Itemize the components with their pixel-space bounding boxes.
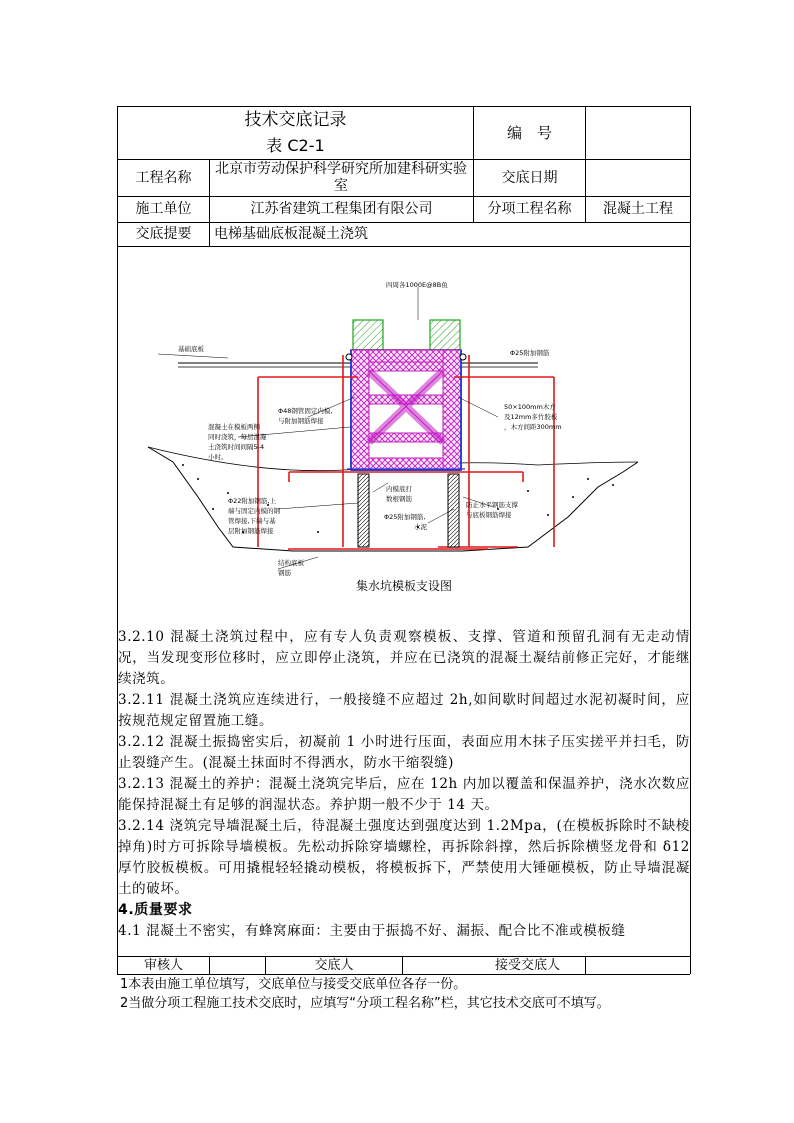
summary-value: 电梯基础底板混凝土浇筑 — [214, 226, 368, 242]
diagram-label: Φ22附加钢筋,上 — [228, 497, 276, 505]
footnote-1: 1本表由施工单位填写，交底单位与接受交底单位各存一份。 — [120, 977, 467, 992]
sump-formwork-diagram — [118, 247, 690, 627]
diagram-label: ，木方间距300mm — [504, 423, 562, 431]
contractor-value: 江苏省建筑工程集团有限公司 — [250, 201, 433, 217]
diagram-label: 层附加钢筋焊接 — [228, 527, 274, 535]
diagram-label: 防止水平钢筋支撑 — [466, 501, 518, 509]
receiver-label: 接受交底人 — [494, 958, 560, 973]
clause-3-2-13: 3.2.13 混凝土的养护：混凝土浇筑完毕后，应在 12h 内加以覆盖和保温养护，浇水次数应能保持混凝土有足够的润湿状态。养护期一般不少于 14 天。 — [118, 776, 690, 813]
diagram-label: Φ25附加钢筋, — [384, 513, 426, 521]
subitem-label: 分项工程名称 — [487, 201, 572, 217]
support-pile — [448, 474, 459, 547]
diagram-label: 及12mm多竹胶板 — [504, 413, 558, 421]
footnote-2: 2当做分项工程施工技术交底时，应填写“分项工程名称”栏，其它技术交底可不填写。 — [120, 996, 610, 1011]
diagram-label: Φ25附加钢筋 — [510, 349, 550, 357]
diagram-label: 小时。 — [208, 453, 228, 461]
table-border-right — [690, 106, 691, 974]
diagram-label: 水泥 — [414, 523, 427, 531]
diagram-label: Φ48钢管固定内模, — [278, 407, 333, 415]
diagram-label: 数根钢筋 — [386, 495, 412, 503]
diagram-label: 端与固定内模的钢 — [228, 507, 280, 515]
diagram-label: 四周各1000E@8B鱼 — [386, 281, 448, 289]
form-code: 表 C2-1 — [266, 136, 325, 155]
clause-3-2-10: 3.2.10 混凝土浇筑过程中，应有专人负责观察模板、支撑、管道和预留孔洞有无走动情况，当发现变形位移时，应立即停止浇筑，并应在已浇筑的混凝土凝结前修正完好，才能继续浇筑。 — [118, 629, 690, 687]
form-title: 技术交底记录 — [244, 110, 347, 130]
number-label: 编 号 — [506, 123, 552, 142]
date-label: 交底日期 — [501, 169, 558, 186]
weight-block — [353, 320, 383, 350]
footnotes — [120, 975, 610, 1013]
discloser-value[interactable] — [403, 957, 465, 974]
project-name-label: 工程名称 — [135, 169, 192, 186]
diagram-label: 结构底板 — [278, 559, 304, 567]
diagram-label: 土浇筑时间间隔5-4 — [208, 443, 265, 451]
diagram-label: 管焊接,下端与基 — [228, 517, 276, 525]
clause-3-2-11: 3.2.11 混凝土浇筑应连续进行，一般接缝不应超过 2h,如间歇时间超过水泥初凝时间，应按规范规定留置施工缝。 — [118, 692, 690, 729]
number-value[interactable] — [586, 107, 690, 159]
diagram-caption: 集水坑模板支设图 — [355, 579, 453, 593]
support-pile — [358, 474, 369, 547]
weight-block — [430, 320, 460, 350]
diagram-label: 与附加钢筋焊接 — [278, 417, 324, 425]
contractor-label: 施工单位 — [135, 201, 192, 217]
clause-4-1: 4.1 混凝土不密实，有蜂窝麻面：主要由于振捣不好、漏振、配合比不准或模板缝 — [118, 923, 626, 939]
project-name-value: 北京市劳动保护科学研究所加建科研实验室 — [215, 161, 467, 194]
receiver-value[interactable] — [586, 957, 690, 974]
diagram-label: 钢筋 — [278, 569, 291, 577]
discloser-label: 交底人 — [314, 958, 354, 973]
summary-label: 交底提要 — [135, 226, 192, 242]
diagram-label: 混凝土在模板两侧 — [208, 423, 260, 431]
diagram-label: 基础底板 — [178, 345, 204, 353]
diagram-label: 内模底打 — [386, 485, 412, 493]
clause-3-2-12: 3.2.12 混凝土振捣密实后，初凝前 1 小时进行压面，表面应用木抹子压实搓平并扫毛，防止裂缝产生。(混凝土抹面时不得洒水，防水干缩裂缝) — [118, 734, 690, 771]
clause-3-2-14: 3.2.14 浇筑完导墙混凝土后，待混凝土强度达到强度达到 1.2Mpa，(在模板拆除时不缺棱掉角)时方可拆除导墙模板。先松动拆除穿墙螺栓，再拆除斜撑，然后拆除横竖龙骨和 δ12 厚竹胶板模板。可用撬棍轻轻撬动模板，将模板拆下，严禁使用大锤砸模板，防止导墙混凝土的破坏。 — [118, 818, 690, 897]
disclosure-body — [118, 627, 690, 942]
reviewer-label: 审核人 — [143, 958, 183, 973]
section-heading: 4.质量要求 — [118, 902, 193, 918]
subitem-value: 混凝土工程 — [603, 201, 673, 217]
diagram-label: 50×100mm木方 — [504, 403, 556, 411]
diagram-label: 与底板钢筋焊接 — [466, 511, 512, 519]
date-value[interactable] — [586, 160, 690, 196]
diagram-label: 同时浇筑，每层混凝 — [208, 433, 267, 441]
reviewer-value[interactable] — [210, 957, 265, 974]
